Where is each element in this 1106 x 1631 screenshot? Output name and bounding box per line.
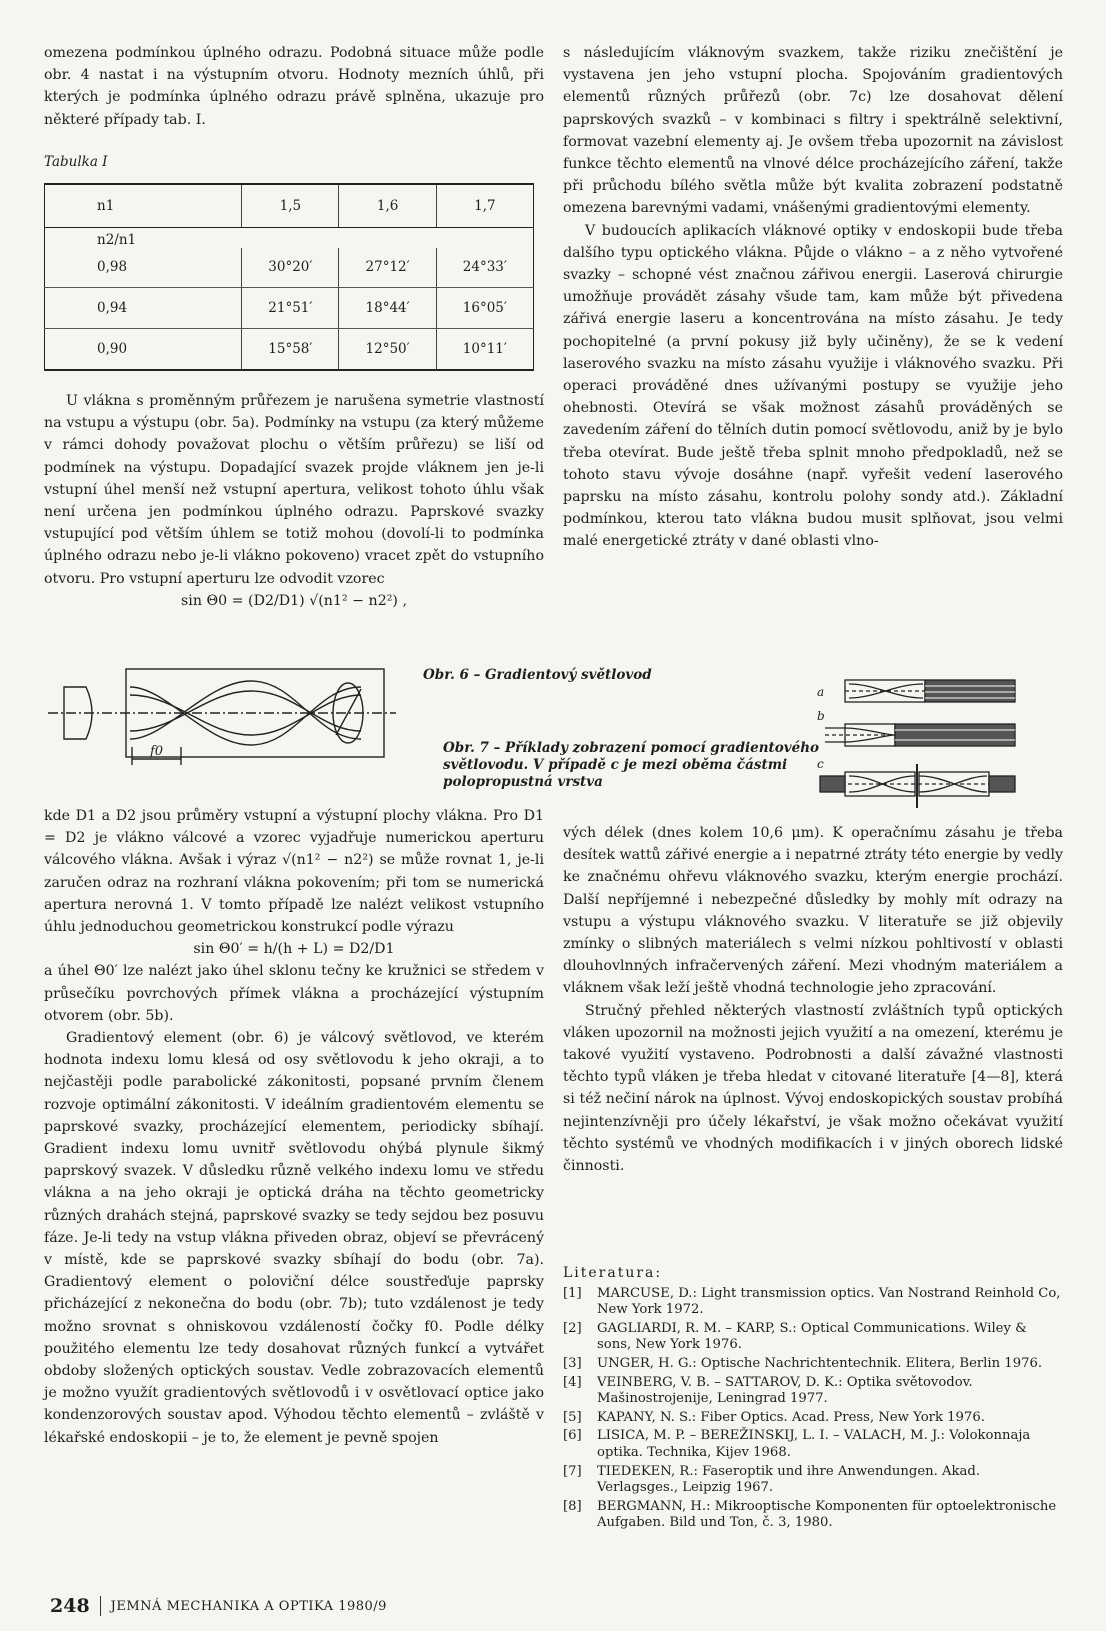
row-label: 0,98 bbox=[45, 248, 242, 287]
reference-item: [4] VEINBERG, V. B. – SATTAROV, D. K.: Optika světovodov. Mašinostrojenije, Leningrad 1977. bbox=[563, 1374, 973, 1407]
paragraph: vých délek (dnes kolem 10,6 μm). K operačnímu zásahu je třeba desítek wattů zářivé energie a i nepatrné ztráty této energie by vedly ke značnému ohřevu vláknového svazku, kterým energie prochází. Další nepříjemné i nebezpečné důsledky by mohly mít odrazy na vstupu a výstupu vláknového svazku. V literatuře se již objevily zmínky o slibných materiálech s velmi nízkou pohltivostí v oblasti dlouhovlnných infračervených záření. Mezi vhodným materiálem a vláknem však leží ještě vhodná technologie jeho zpracování. bbox=[563, 825, 1063, 997]
table-1 bbox=[44, 183, 534, 371]
left-column-bottom bbox=[44, 805, 544, 1449]
reference-item: [3] UNGER, H. G.: Optische Nachrichtentechnik. Elitera, Berlin 1976. bbox=[563, 1355, 1043, 1371]
paragraph: V budoucích aplikacích vláknové optiky v endoskopii bude třeba dalšího typu optického vlákna. Půjde o vlákno – a z něho vytvořené svazky – schopné vést značnou zářivou energii. Laserová chirurgie umožňuje provádět zásahy všude tam, kam může být přivedena zářivá energie laseru a koncentrována na místo zásahu. Je tedy pochopitelné (a první pokusy již byly učiněny), že se k vedení laserového svazku na místo zásahu využije i vláknového svazku. Při operaci prováděné dnes užívanými postupy se využije jeho ohebnosti. Otevírá se však možnost zásahů prováděných se zavedením záření do tělních dutin pomocí světlovodu, aniž by je bylo třeba otevírat. Bude ještě třeba splnit mnoho předpokladů, než se tohoto stavu vývoje dosáhne (např. vyřešit vedení laserového paprsku na místo zásahu, kontrolu polohy sondy atd.). Základní podmínkou, kterou tato vlákna budou musit splňovat, jsou velmi malé energetické ztráty v dané oblasti vlno- bbox=[563, 222, 1063, 550]
references-title: Literatura: bbox=[563, 1265, 663, 1281]
reference-item: [1] MARCUSE, D.: Light transmission optics. Van Nostrand Reinhold Co, New York 1972. bbox=[563, 1285, 1061, 1318]
reference-item: [5] KAPANY, N. S.: Fiber Optics. Acad. Press, New York 1976. bbox=[563, 1409, 985, 1425]
reference-item: [7] TIEDEKEN, R.: Faseroptik und ihre Anwendungen. Akad. Verlagsges., Leipzig 1967. bbox=[563, 1463, 981, 1496]
table-caption: Tabulka I bbox=[44, 154, 108, 170]
label-c: c bbox=[817, 757, 824, 771]
page-footer bbox=[50, 1595, 387, 1617]
paragraph: omezena podmínkou úplného odrazu. Podobná situace může podle obr. 4 nastat i na výstupním otvoru. Hodnoty mezních úhlů, při kterých je podmínka úplného odrazu právě splněna, ukazuje pro některé případy tab. I. bbox=[44, 45, 544, 128]
table-cell: 15°58′ bbox=[242, 328, 339, 370]
column-header: 1,5 bbox=[242, 184, 339, 228]
sub-label: n2/n1 bbox=[97, 232, 137, 248]
label-a: a bbox=[817, 685, 825, 699]
table-sub-header bbox=[45, 228, 534, 249]
table-row bbox=[45, 287, 534, 328]
column-header: 1,7 bbox=[436, 184, 533, 228]
table-cell: 16°05′ bbox=[436, 287, 533, 328]
formula-apertura: sin Θ0 = (D2/D1) √(n1² − n2²) , bbox=[181, 592, 407, 609]
formula-geometric: sin Θ0′ = h/(h + L) = D2/D1 bbox=[193, 941, 395, 958]
reference-item: [2] GAGLIARDI, R. M. – KARP, S.: Optical Communications. Wiley & sons, New York 1976. bbox=[563, 1320, 1027, 1353]
left-column-top bbox=[44, 42, 544, 131]
table-header-row bbox=[45, 184, 534, 228]
header-label: n1 bbox=[45, 184, 242, 228]
reference-item: [6] LISICA, M. P. – BEREŽINSKIJ, L. I. – VALACH, M. J.: Volokonnaja optika. Technika, Kijev 1968. bbox=[563, 1428, 1031, 1460]
paragraph: s následujícím vláknovým svazkem, takže riziku znečištění je vystavena jen jeho vstupní plocha. Spojováním gradientových elementů různých průřezů (obr. 7c) lze dosahovat dělení paprskových svazků – v kombinaci s filtry i spektrálně selektivní, formovat vazební elementy aj. Je ovšem třeba upozornit na závislost funkce těchto elementů na vlnové délce procházejícího záření, takže při průchodu bílého světla může být kvalita zobrazení podstatně omezena barevnými vadami, vnášenými gradientovými elementy. bbox=[563, 45, 1063, 217]
journal-name: JEMNÁ MECHANIKA A OPTIKA 1980/9 bbox=[110, 1598, 387, 1614]
focal-length-label: f0 bbox=[150, 744, 164, 759]
table-cell: 30°20′ bbox=[242, 248, 339, 287]
table-cell: 12°50′ bbox=[339, 328, 436, 370]
paragraph: Gradientový element (obr. 6) je válcový světlovod, ve kterém hodnota indexu lomu klesá od osy světlovodu k jeho okraji, a to nejčastěji podle parabolické zákonitosti, popsané prvním členem rozvoje optimální zákonitosti. V ideálním gradientovém elementu se paprskové svazky, procházející elementem, periodicky sbíhají. Gradient indexu lomu uvnitř světlovodu ohýbá plynule šikmý paprskový svazek. V důsledku různě velkého indexu lomu ve středu vlákna a na jeho okraji je optická dráha na těchto geometricky různých drahách stejná, paprskové svazky se tedy sejdou bez posuvu fáze. Je-li tedy na vstup vlákna přiveden obraz, objeví se převrácený v místě, kde se paprskové svazky sbíhají do bodu (obr. 7a). Gradientový element o poloviční délce soustřeďuje paprsky přicházející z nekonečna do bodu (obr. 7b); tuto vzdálenost je tedy možno srovnat s ohniskovou vzdáleností čočky f0. Podle délky použitého elementu lze tedy dosahovat různých funkcí a vytvářet obdoby složených optických soustav. Vedle zobrazovacích elementů je možno využít gradientových světlovodů i v osvětlovací optice jako kondenzorových soustav apod. Výhodou těchto elementů – zvláště v lékařské endoskopii – je to, že element je pevně spojen bbox=[44, 1030, 544, 1446]
page-number: 248 bbox=[50, 1595, 90, 1617]
table-row bbox=[45, 328, 534, 370]
paragraph: kde D1 a D2 jsou průměry vstupní a výstupní plochy vlákna. Pro D1 = D2 je vlákno válcové a vzorec vyjadřuje numerickou aperturu válcového vlákna. Avšak i výraz √(n1² − n2²) se může rovnat 1, je-li zaručen odraz na rozhraní vlákna pokovením; při tom se numerická apertura nerovná 1. V tomto případě lze nalézt velikost vstupního úhlu jednoduchou geometrickou konstrukcí podle výrazu bbox=[44, 808, 544, 936]
table-cell: 18°44′ bbox=[339, 287, 436, 328]
footer-divider bbox=[100, 1596, 101, 1616]
right-column-bottom bbox=[563, 822, 1063, 1177]
left-column-middle bbox=[44, 390, 544, 612]
figure-7-caption: Obr. 7 – Příklady zobrazení pomocí gradientového světlovodu. V případě c je mezi oběma částmi polopropustná vrstva bbox=[443, 740, 820, 790]
table-cell: 27°12′ bbox=[339, 248, 436, 287]
table-row bbox=[45, 248, 534, 287]
right-column-top bbox=[563, 42, 1063, 553]
figure-6-gradient-fiber bbox=[46, 665, 416, 793]
paragraph: U vlákna s proměnným průřezem je narušena symetrie vlastností na vstupu a výstupu (obr. 5a). Podmínky na vstupu (za který můžeme v rámci dohody považovat plochu o větším průřezu) se liší od podmínek na výstupu. Dopadající svazek projde vláknem jen je-li vstupní úhel menší než vstupní apertura, velikost tohoto úhlu však není určena jen podmínkou úplného odrazu. Paprskové svazky vstupující pod větším úhlem se totiž mohou (dovolí-li to podmínka úplného odrazu nebo je-li vlákno pokoveno) vracet zpět do vstupního otvoru. Pro vstupní aperturu lze odvodit vzorec bbox=[44, 393, 544, 587]
column-header: 1,6 bbox=[339, 184, 436, 228]
table-cell: 21°51′ bbox=[242, 287, 339, 328]
row-label: 0,90 bbox=[97, 340, 128, 357]
paragraph: a úhel Θ0′ lze nalézt jako úhel sklonu tečny ke kružnici se středem v průsečíku povrchových přímek vlákna a procházející výstupním otvorem (obr. 5b). bbox=[44, 963, 544, 1024]
table-cell: 24°33′ bbox=[436, 248, 533, 287]
references bbox=[563, 1265, 1063, 1534]
reference-item: [8] BERGMANN, H.: Mikrooptische Komponenten für optoelektronische Aufgaben. Bild und Ton, č. 3, 1980. bbox=[563, 1498, 1057, 1531]
row-label: 0,94 bbox=[45, 287, 242, 328]
paragraph: Stručný přehled některých vlastností zvláštních typů optických vláken upozornil na možnosti jejich využití a na omezení, kterému je takové využití vystaveno. Podrobnosti a další závažné vlastnosti těchto typů vláken je třeba hledat v citované literatuře [4—8], která si též nečiní nárok na úplnost. Vývoj endoskopických soustav probíhá nejintenzívněji pro účely lékařství, je však možno očekávat využití těchto systémů ve vhodných modifikacích i v jiných oborech lidské činnosti. bbox=[563, 1002, 1063, 1175]
figure-6-caption: Obr. 6 – Gradientový světlovod bbox=[423, 667, 652, 683]
label-b: b bbox=[817, 709, 825, 723]
figure-7-examples bbox=[815, 668, 1020, 823]
table-cell: 10°11′ bbox=[436, 328, 533, 370]
